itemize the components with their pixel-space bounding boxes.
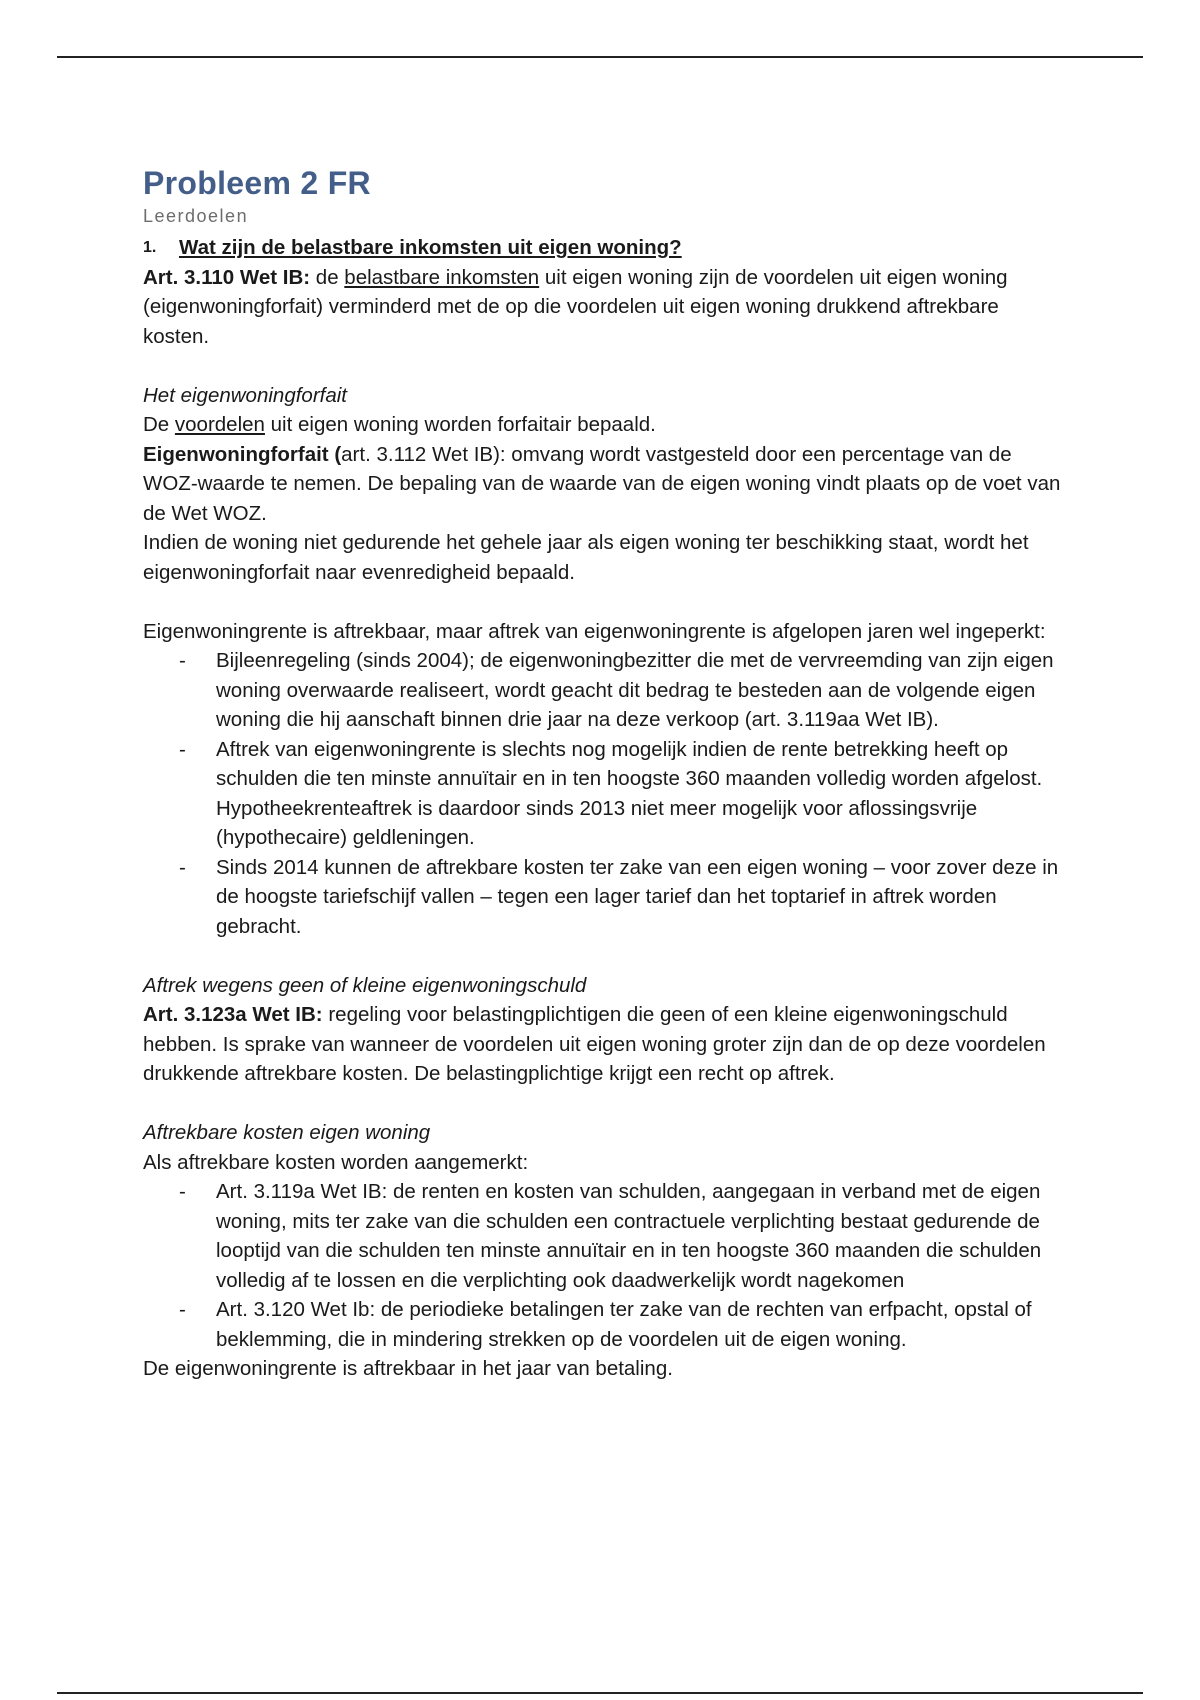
paragraph-art-3-110: Art. 3.110 Wet IB: de belastbare inkomsten uit eigen woning zijn de voordelen uit eigen woning (eigenwoningforfait) verminderd met de op die voordelen uit eigen woning drukkend aftrekbare kosten. [143,265,1008,348]
list-item: - Bijleenregeling (sinds 2004); de eigenwoningbezitter die met de vervreemding van zijn eigen woning overwaarde realiseert, wordt geacht dit bedrag te besteden aan de volgende eigen woning die hij aanschaft binnen drie jaar na deze verkoop (art. 3.119aa Wet IB). [179,649,1054,731]
list-aftrekbare-kosten [143,1177,1063,1354]
term-bold: Eigenwoningforfait ( [143,442,342,466]
list-item: - Art. 3.119a Wet IB: de renten en kosten van schulden, aangegaan in verband met de eigen woning, mits ter zake van die schulden een contractuele verplichting bestaat gedurende de looptijd van die schulden ten minste annuïtair en in ten hoogste 360 maanden die schulden volledig af te lossen en die verplichting ook daadwerkelijk wordt nagekomen [179,1180,1042,1292]
list-beperkingen [143,646,1063,941]
question-number: 1. [143,239,157,256]
article-ref: Art. 3.110 Wet IB: [143,265,311,289]
question-text: Wat zijn de belastbare inkomsten uit eigen woning? [179,236,682,259]
list-item: - Aftrek van eigenwoningrente is slechts nog mogelijk indien de rente betrekking heeft op schulden die ten minste annuïtair en in ten hoogste 360 maanden volledig worden afgelost. Hypotheekrenteaftrek is daardoor sinds 2013 niet meer mogelijk voor aflossingsvrije (hypothecaire) geldleningen. [179,737,1043,849]
document-title: Probleem 2 FR [143,165,371,201]
underlined-term: voordelen [174,413,265,436]
document-body [143,163,1063,1384]
article-ref: Art. 3.123a Wet IB: [143,1003,323,1026]
paragraph-jaar-van-betaling: De eigenwoningrente is aftrekbaar in het jaar van betaling. [143,1357,673,1380]
paragraph-eigenwoningrente: Eigenwoningrente is aftrekbaar, maar aftrek van eigenwoningrente is afgelopen jaren wel ingeperkt: [143,619,1046,643]
section-heading-aftrek: Aftrek wegens geen of kleine eigenwoningschuld [143,973,587,997]
underlined-term: belastbare inkomsten [344,265,540,289]
list-item: - Sinds 2014 kunnen de aftrekbare kosten ter zake van een eigen woning – voor zover deze in de hoogste tariefschijf vallen – tegen een lager tarief dan het toptarief in aftrek worden gebracht. [179,855,1059,938]
header-rule [57,56,1143,58]
document-subtitle: Leerdoelen [143,206,249,226]
paragraph-eigenwoningforfait: Eigenwoningforfait (art. 3.112 Wet IB): omvang wordt vastgesteld door een percentage van de WOZ-waarde te nemen. De bepaling van de waarde van de eigen woning vindt plaats op de voet van de Wet WOZ. [143,442,1061,525]
footer-rule [57,1692,1143,1694]
question-heading [143,233,1063,263]
section-heading-kosten: Aftrekbare kosten eigen woning [143,1121,431,1144]
paragraph-aangemerkt: Als aftrekbare kosten worden aangemerkt: [143,1150,529,1174]
section-heading-forfait: Het eigenwoningforfait [143,383,347,407]
paragraph-voordelen: De voordelen uit eigen woning worden forfaitair bepaald. [143,413,656,436]
paragraph-art-3-123a: Art. 3.123a Wet IB: regeling voor belastingplichtigen die geen of een kleine eigenwoningschuld hebben. Is sprake van wanneer de voordelen uit eigen woning groter zijn dan de op deze voordelen drukkende aftrekbare kosten. De belastingplichtige krijgt een recht op aftrek. [143,1003,1046,1085]
list-item: - Art. 3.120 Wet Ib: de periodieke betalingen ter zake van de rechten van erfpacht, opstal of beklemming, die in mindering strekken op de voordelen uit de eigen woning. [179,1298,1032,1351]
paragraph-evenredigheid: Indien de woning niet gedurende het gehele jaar als eigen woning ter beschikking staat, wordt het eigenwoningforfait naar evenredigheid bepaald. [143,531,1029,584]
